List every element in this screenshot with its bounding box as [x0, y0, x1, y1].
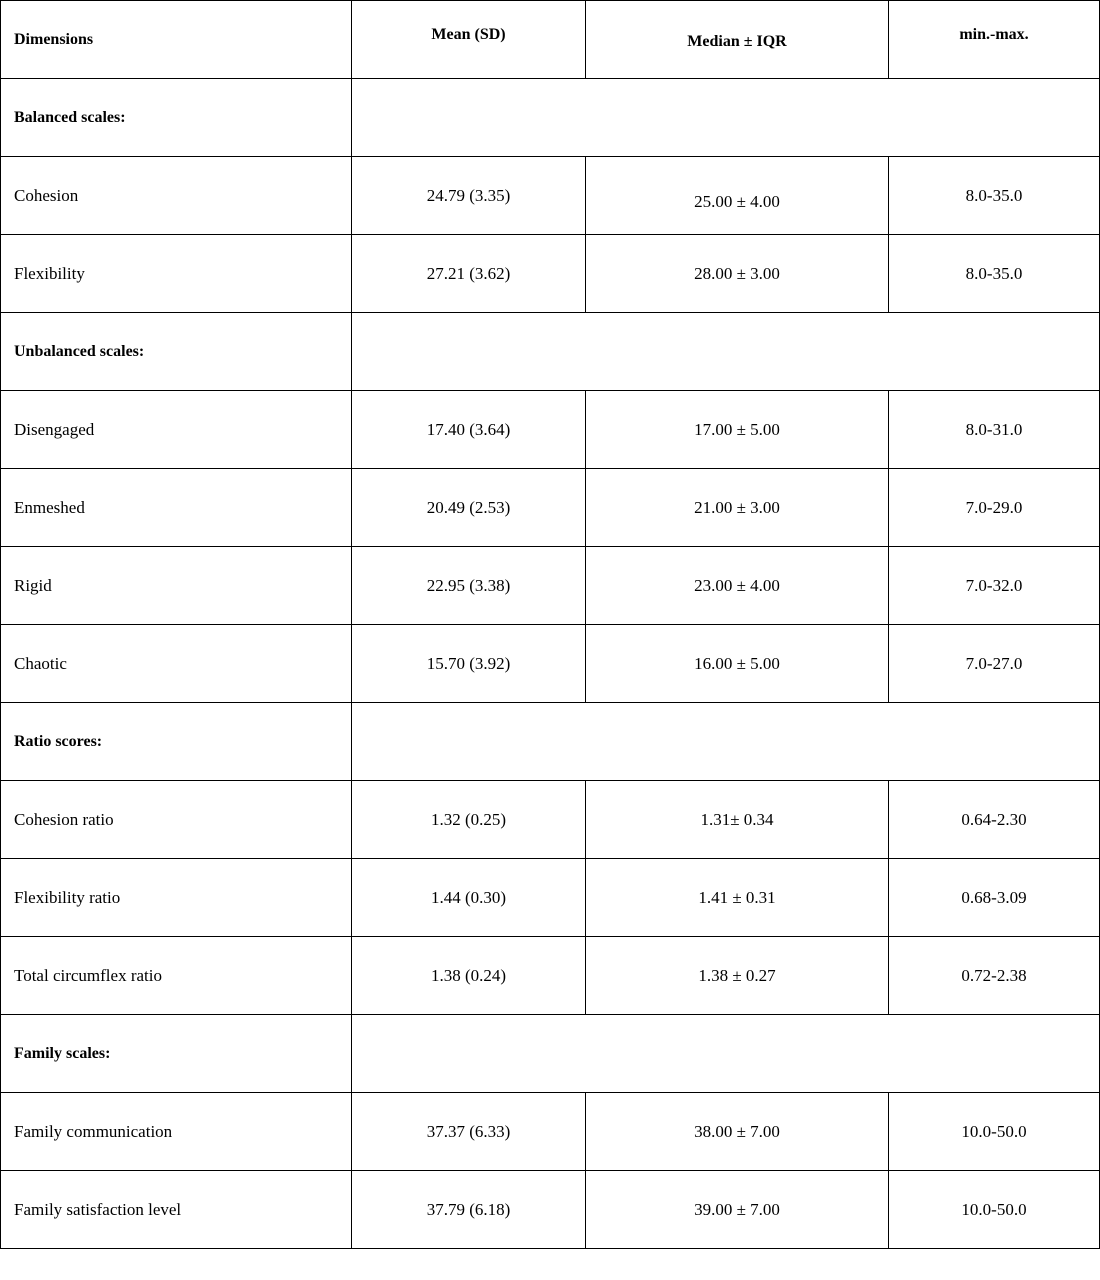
dimension-cell: Enmeshed [1, 469, 352, 547]
section-row [1, 79, 1100, 157]
section-row [1, 313, 1100, 391]
mean-sd-cell: 37.37 (6.33) [352, 1093, 586, 1171]
section-row [1, 1015, 1100, 1093]
dimension-cell: Cohesion ratio [1, 781, 352, 859]
median-iqr-cell: 25.00 ± 4.00 [586, 157, 889, 235]
section-filler [352, 1015, 1100, 1093]
min-max-cell: 8.0-35.0 [889, 157, 1100, 235]
table-row [1, 937, 1100, 1015]
header-min-max: min.-max. [889, 1, 1100, 79]
section-filler [352, 703, 1100, 781]
dimension-cell: Rigid [1, 547, 352, 625]
median-iqr-cell: 1.38 ± 0.27 [586, 937, 889, 1015]
table-row [1, 235, 1100, 313]
mean-sd-cell: 1.38 (0.24) [352, 937, 586, 1015]
section-title: Family scales: [1, 1015, 352, 1093]
table-row [1, 625, 1100, 703]
dimension-cell: Family satisfaction level [1, 1171, 352, 1249]
min-max-cell: 7.0-27.0 [889, 625, 1100, 703]
dimension-cell: Disengaged [1, 391, 352, 469]
section-filler [352, 79, 1100, 157]
header-row [1, 1, 1100, 79]
mean-sd-cell: 22.95 (3.38) [352, 547, 586, 625]
dimension-cell: Chaotic [1, 625, 352, 703]
median-iqr-cell: 1.41 ± 0.31 [586, 859, 889, 937]
table-row [1, 469, 1100, 547]
median-iqr-cell: 17.00 ± 5.00 [586, 391, 889, 469]
mean-sd-cell: 37.79 (6.18) [352, 1171, 586, 1249]
mean-sd-cell: 20.49 (2.53) [352, 469, 586, 547]
median-iqr-cell: 16.00 ± 5.00 [586, 625, 889, 703]
dimension-cell: Flexibility [1, 235, 352, 313]
median-iqr-cell: 21.00 ± 3.00 [586, 469, 889, 547]
mean-sd-cell: 1.44 (0.30) [352, 859, 586, 937]
min-max-cell: 10.0-50.0 [889, 1093, 1100, 1171]
min-max-cell: 0.68-3.09 [889, 859, 1100, 937]
min-max-cell: 7.0-32.0 [889, 547, 1100, 625]
min-max-cell: 8.0-35.0 [889, 235, 1100, 313]
median-iqr-cell: 38.00 ± 7.00 [586, 1093, 889, 1171]
dimension-cell: Family communication [1, 1093, 352, 1171]
table-row [1, 781, 1100, 859]
dimension-cell: Flexibility ratio [1, 859, 352, 937]
section-title: Unbalanced scales: [1, 313, 352, 391]
mean-sd-cell: 24.79 (3.35) [352, 157, 586, 235]
header-median-iqr: Median ± IQR [586, 1, 889, 79]
section-filler [352, 313, 1100, 391]
min-max-cell: 7.0-29.0 [889, 469, 1100, 547]
table-row [1, 859, 1100, 937]
table-row [1, 1093, 1100, 1171]
min-max-cell: 0.64-2.30 [889, 781, 1100, 859]
min-max-cell: 8.0-31.0 [889, 391, 1100, 469]
median-iqr-cell: 1.31± 0.34 [586, 781, 889, 859]
section-title: Ratio scores: [1, 703, 352, 781]
min-max-cell: 0.72-2.38 [889, 937, 1100, 1015]
table-row [1, 547, 1100, 625]
mean-sd-cell: 27.21 (3.62) [352, 235, 586, 313]
section-row [1, 703, 1100, 781]
table-row [1, 391, 1100, 469]
table-row [1, 157, 1100, 235]
mean-sd-cell: 1.32 (0.25) [352, 781, 586, 859]
median-iqr-cell: 28.00 ± 3.00 [586, 235, 889, 313]
median-iqr-cell: 23.00 ± 4.00 [586, 547, 889, 625]
mean-sd-cell: 15.70 (3.92) [352, 625, 586, 703]
mean-sd-cell: 17.40 (3.64) [352, 391, 586, 469]
header-mean-sd: Mean (SD) [352, 1, 586, 79]
dimension-cell: Cohesion [1, 157, 352, 235]
header-dimensions: Dimensions [1, 1, 352, 79]
table-row [1, 1171, 1100, 1249]
dimension-cell: Total circumflex ratio [1, 937, 352, 1015]
median-iqr-cell: 39.00 ± 7.00 [586, 1171, 889, 1249]
min-max-cell: 10.0-50.0 [889, 1171, 1100, 1249]
section-title: Balanced scales: [1, 79, 352, 157]
